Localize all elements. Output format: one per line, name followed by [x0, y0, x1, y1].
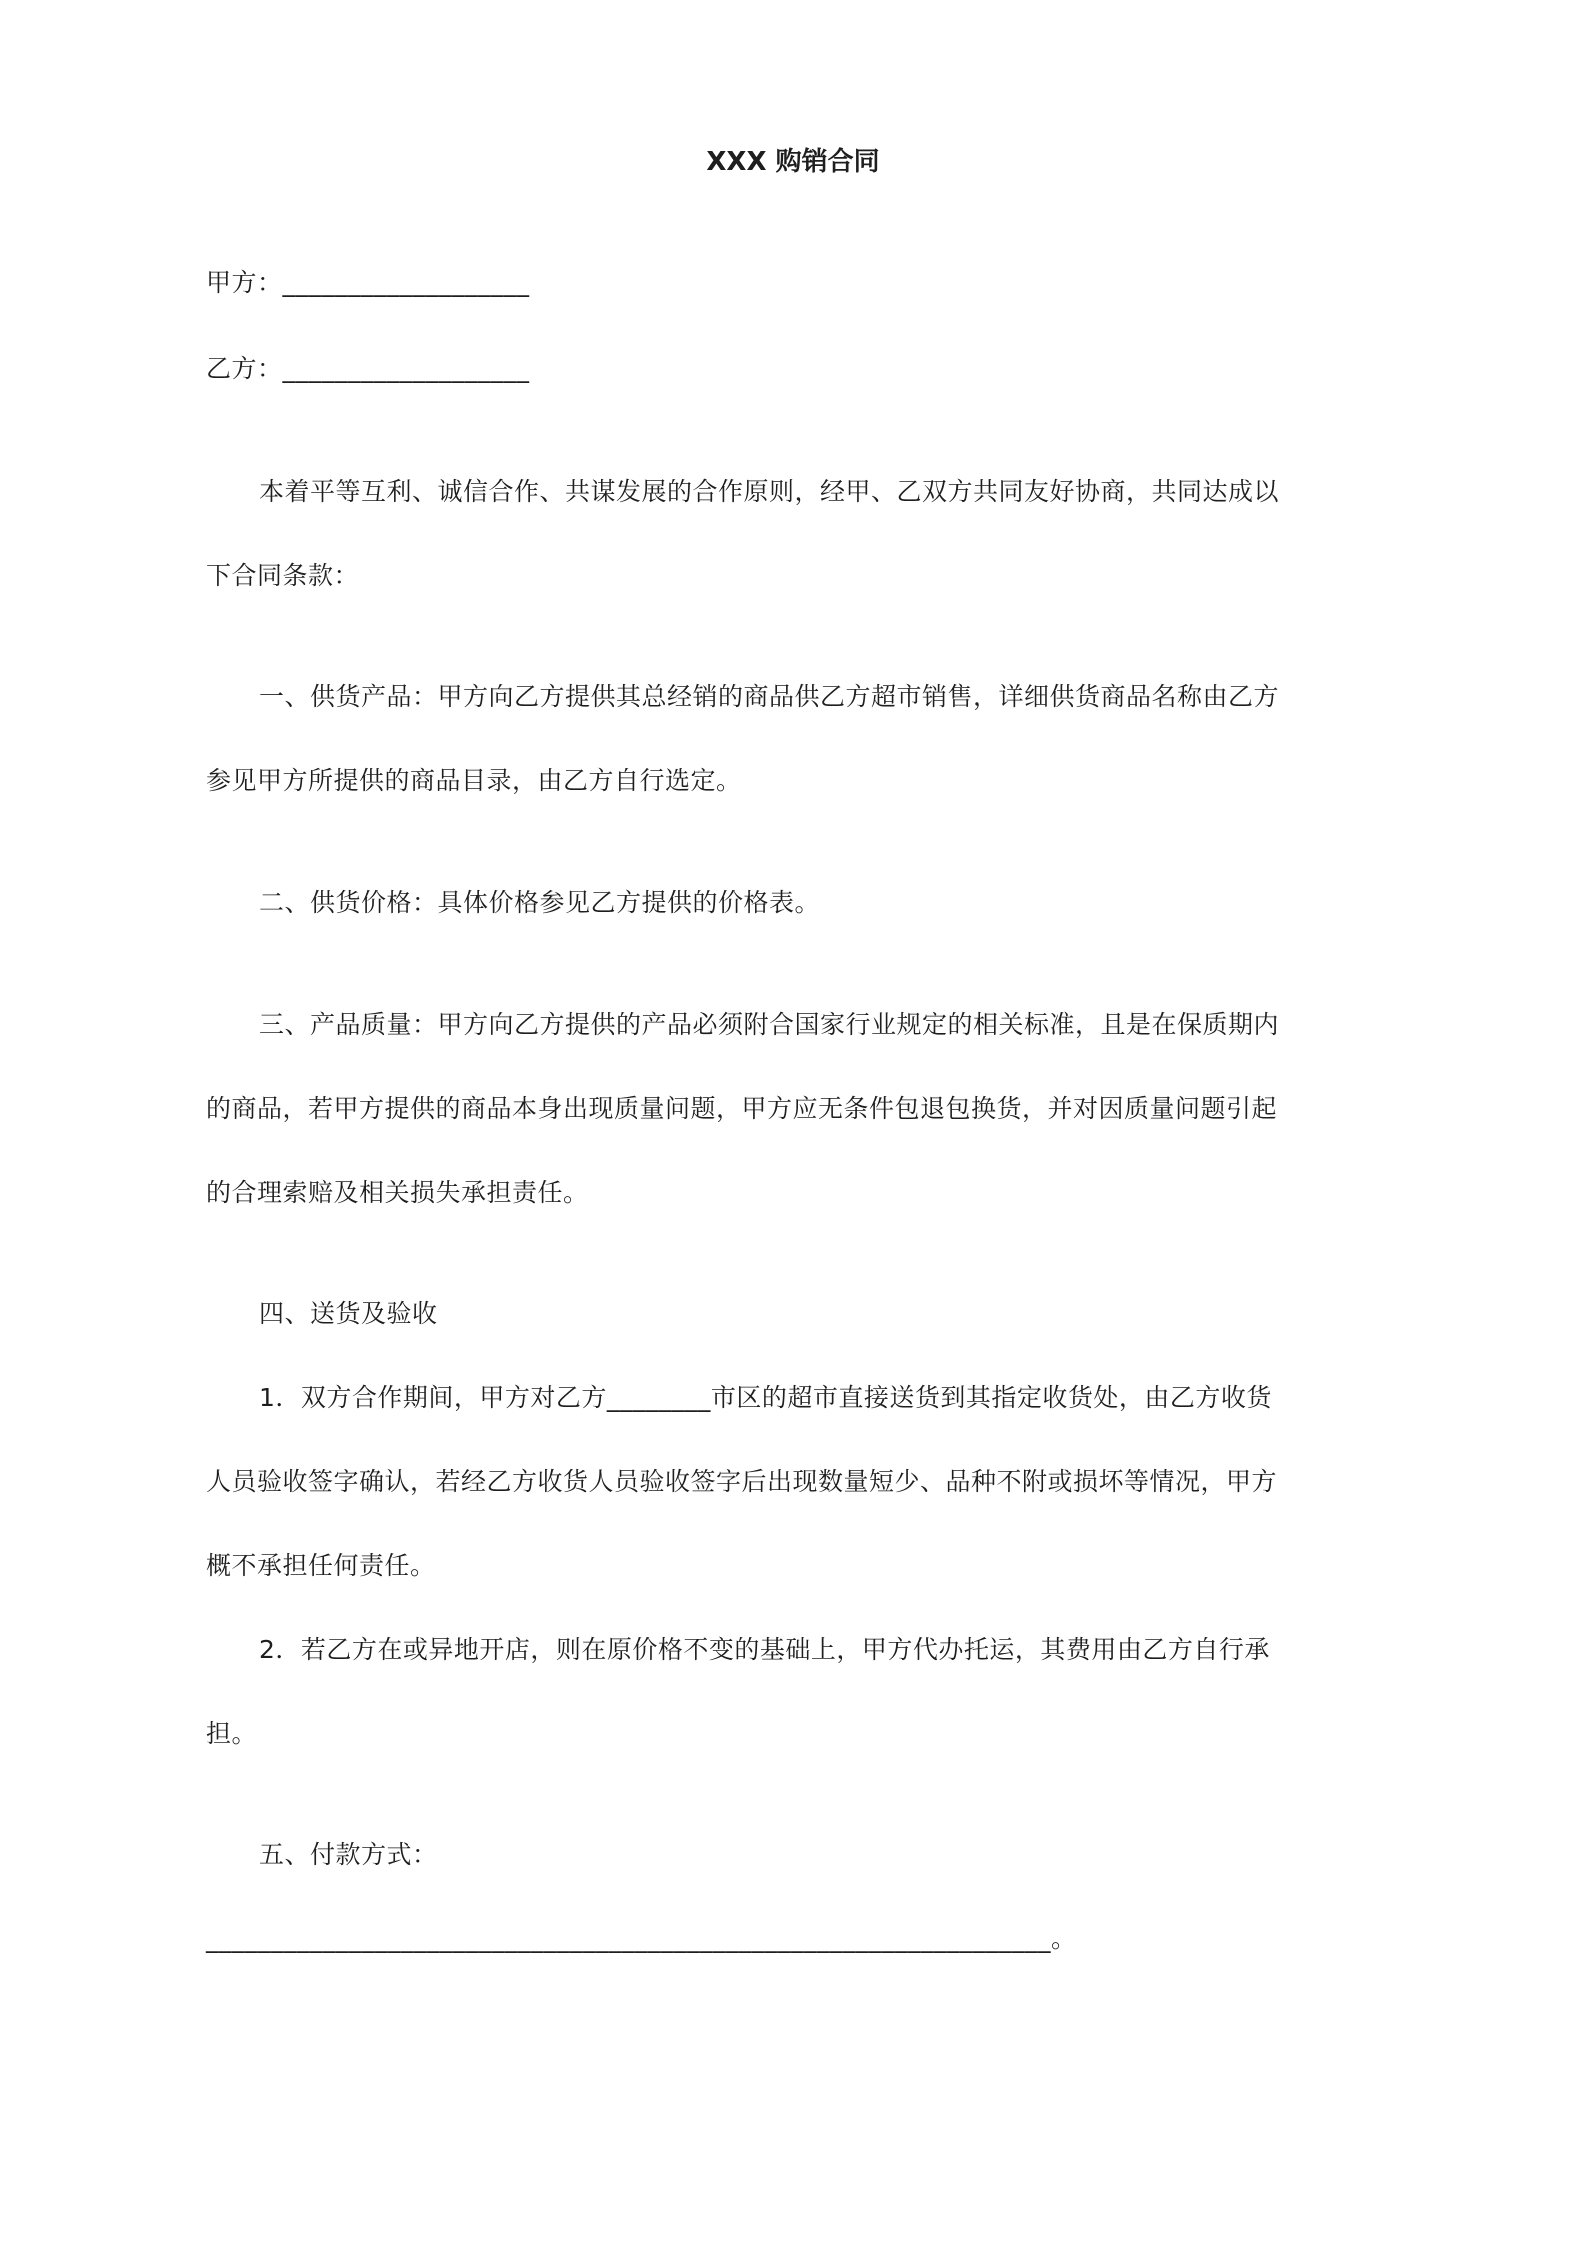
section4-item1-line-3: 概不承担任何责任。 [206, 1551, 436, 1580]
section3-line-1: 三、产品质量：甲方向乙方提供的产品必须附合国家行业规定的相关标准，且是在保质期内 [259, 1010, 1280, 1039]
section3-line-3: 的合理索赔及相关损失承担责任。 [206, 1178, 589, 1207]
section3-line-2: 的商品，若甲方提供的商品本身出现质量问题，甲方应无条件包退包换货，并对因质量问题引起 [206, 1094, 1278, 1123]
section5-blank-line: _________________________________________________________________。 [206, 1924, 1077, 1953]
section4-item1-line-1: 1．双方合作期间，甲方对乙方________市区的超市直接送货到其指定收货处，由乙方收货 [259, 1383, 1272, 1412]
section1-line-2: 参见甲方所提供的商品目录，由乙方自行选定。 [206, 766, 742, 795]
party-a-line: 甲方：___________________ [206, 268, 530, 297]
document-title: XXX 购销合同 [706, 147, 880, 177]
section4-item2-line-1: 2．若乙方在或异地开店，则在原价格不变的基础上，甲方代办托运，其费用由乙方自行承 [259, 1635, 1270, 1664]
party-b-line: 乙方：___________________ [206, 354, 530, 383]
intro-line-1: 本着平等互利、诚信合作、共谋发展的合作原则，经甲、乙双方共同友好协商，共同达成以 [259, 477, 1280, 506]
section5-heading: 五、付款方式： [259, 1840, 438, 1869]
section4-item2-line-2: 担。 [206, 1719, 258, 1748]
section4-item1-line-2: 人员验收签字确认，若经乙方收货人员验收签字后出现数量短少、品种不附或损坏等情况，甲方 [206, 1467, 1278, 1496]
intro-line-2: 下合同条款： [206, 561, 360, 590]
section2-line-1: 二、供货价格：具体价格参见乙方提供的价格表。 [259, 888, 821, 917]
section4-heading: 四、送货及验收 [259, 1299, 438, 1328]
section1-line-1: 一、供货产品：甲方向乙方提供其总经销的商品供乙方超市销售，详细供货商品名称由乙方 [259, 682, 1280, 711]
